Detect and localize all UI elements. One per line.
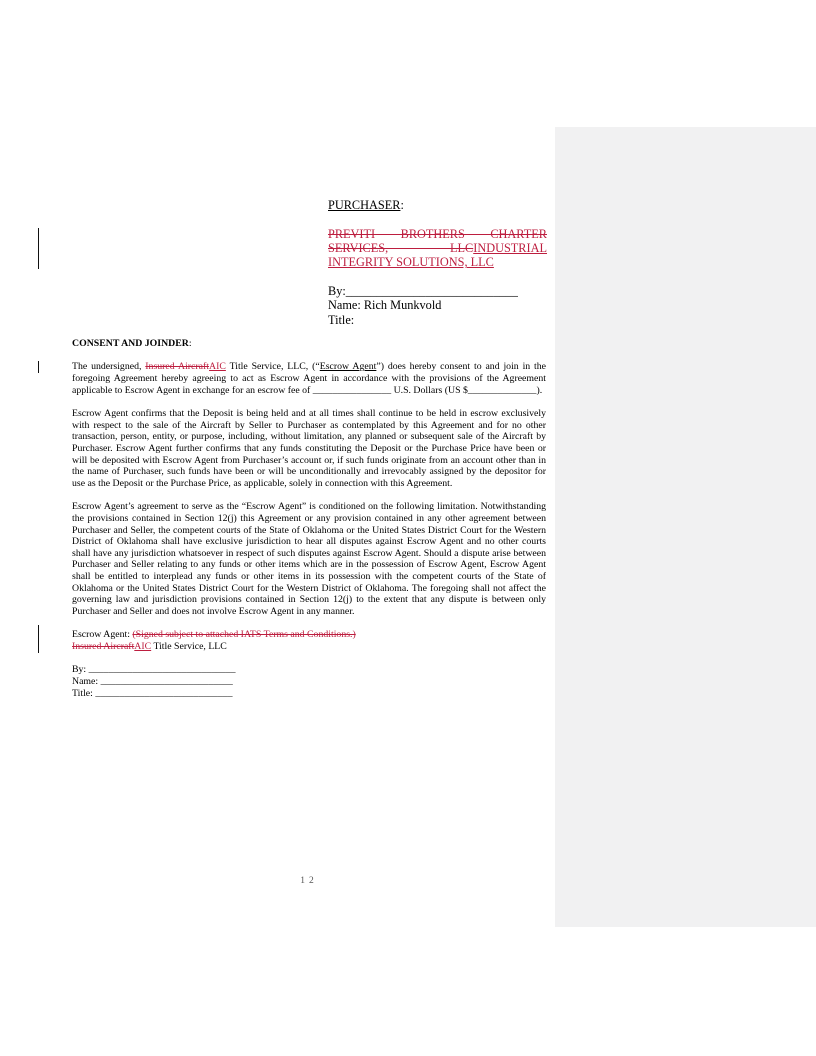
underlined-text: Escrow Agent (319, 361, 377, 373)
consent-paragraph-3: Escrow Agent’s agreement to serve as the “Escrow Agent” is conditioned on the following limitation. Notwithstanding the provisions contained in Section 12(j) this Agreement or any provision contained in any other agreement between Purchaser and Seller, the competent courts of the State of Oklahoma or the United States District Court for the Western District of Oklahoma shall have exclusive jurisdiction to hear all disputes against Escrow Agent and no other courts shall have any jurisdiction whatsoever in respect of such disputes against Escrow Agent. Should a dispute arise between Purchaser and Seller relating to any funds or other items which are in the possession of Escrow Agent, Escrow Agent shall be entitled to interplead any funds or other items in its possession with the competent courts of the State of Oklahoma or the United States District Court for the Western District of Oklahoma. The foregoing shall not affect the governing law and jurisdiction provisions contained in Section 12(j) to the extent that any dispute is between only Purchaser and Seller and does not involve Escrow Agent in any manner. (72, 501, 546, 618)
text-run: ”) does hereby consent to and join in the foregoing Agreement hereby agreeing to act as Escrow Agent in accordance with the provisions of the Agreement applicable to Escrow Agent in exchange for an escrow fee of ________________ U.S. Dollars (US $______________). (72, 361, 547, 396)
consent-heading-text: CONSENT AND JOINDER (72, 338, 189, 349)
deleted-text: Insured Aircraft (72, 641, 135, 653)
purchaser-heading (328, 198, 547, 212)
purchaser-heading-text: PURCHASER (328, 198, 401, 212)
consent-and-joinder-section (72, 338, 546, 699)
consent-paragraph-1 (72, 361, 546, 396)
inserted-text: AIC (209, 361, 226, 373)
inserted-text: INTEGRITY SOLUTIONS, LLC (328, 255, 494, 270)
deleted-text: PREVITI BROTHERS CHARTER (328, 226, 547, 241)
change-bar (38, 361, 39, 373)
purchaser-title-line: Title: (328, 312, 355, 327)
purchaser-name-line: Name: Rich Munkvold (328, 298, 442, 313)
escrow-agent-line (72, 629, 546, 641)
text-run: Title Service, LLC, (“ (225, 361, 320, 373)
consent-paragraph-2: Escrow Agent confirms that the Deposit is being held and at all times shall continue to be held in escrow exclusively with respect to the sale of the Aircraft by Seller to Purchaser as contemplated by this Agreement and for no other transaction, person, entity, or purpose, including, without limitation, any planned or subsequent sale of the Aircraft by Purchaser. Escrow Agent further confirms that any funds constituting the Deposit or the Purchase Price have been or will be deposited with Escrow Agent from Purchaser’s account or, if such funds originate from an account other than in the name of Purchaser, such funds have been or will be unconditionally and irrevocably assigned by the depositor for use as the Deposit or the Purchase Price, as applicable, solely in connection with this Agreement. (72, 407, 546, 489)
consent-heading-colon: : (188, 338, 192, 349)
text-run: Escrow Agent: (72, 629, 133, 641)
purchaser-signature-block (328, 198, 547, 327)
consent-heading (72, 338, 546, 350)
change-bar (38, 625, 39, 653)
text-run: The undersigned, (72, 361, 146, 373)
deleted-text: (Signed subject to attached IATS Terms and Conditions.) (132, 629, 356, 641)
spacer (328, 212, 547, 226)
deleted-text: Insured Aircraft (145, 361, 210, 373)
markup-area-panel (555, 127, 816, 927)
escrow-company-line (72, 641, 546, 653)
escrow-name-line: Name: ___________________________ (72, 676, 233, 688)
purchaser-heading-colon: : (400, 198, 404, 212)
change-bar (38, 228, 39, 269)
inserted-text: AIC (134, 641, 152, 653)
escrow-by-line: By: ______________________________ (72, 664, 236, 676)
revision-line (328, 241, 547, 255)
escrow-title-line: Title: ____________________________ (72, 687, 233, 699)
purchaser-name-revision (328, 227, 547, 270)
deleted-text: SERVICES, LLC (328, 241, 474, 256)
spacer (328, 270, 547, 284)
purchaser-by-line: By:____________________________ (328, 284, 518, 299)
inserted-text: INDUSTRIAL (473, 241, 547, 256)
revision-line (328, 255, 547, 269)
spacer (72, 653, 546, 665)
page-number: 12 (300, 876, 318, 886)
revision-line (328, 227, 547, 241)
text-run: Title Service, LLC (151, 641, 227, 653)
